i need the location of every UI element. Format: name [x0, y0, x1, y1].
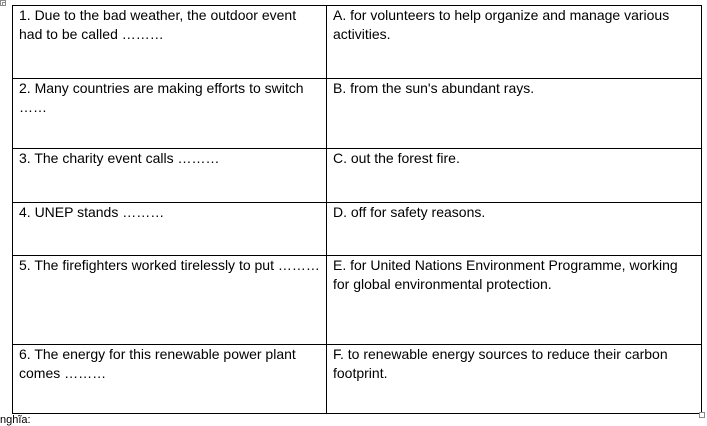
table-row	[13, 6, 702, 79]
resize-handle-top-left-icon[interactable]	[0, 0, 6, 6]
sentence-start-3: 3. The charity event calls ………	[19, 150, 220, 166]
resize-handle-bottom-right-icon[interactable]	[699, 412, 705, 418]
table-row	[13, 345, 702, 414]
sentence-end-cell	[327, 79, 702, 149]
sentence-start-cell	[13, 149, 327, 203]
sentence-start-4: 4. UNEP stands ………	[19, 204, 165, 220]
table-row	[13, 79, 702, 149]
cut-off-footer-text: nghĩa:	[0, 414, 31, 426]
sentence-start-cell	[13, 345, 327, 414]
sentence-end-d: D. off for safety reasons.	[333, 204, 486, 220]
matching-table	[12, 5, 702, 414]
sentence-start-cell	[13, 6, 327, 79]
sentence-end-cell	[327, 6, 702, 79]
sentence-start-cell	[13, 256, 327, 345]
sentence-start-5: 5. The firefighters worked tirelessly to put ………	[19, 257, 320, 273]
sentence-end-c: C. out the forest fire.	[333, 150, 460, 166]
sentence-end-cell	[327, 345, 702, 414]
sentence-start-cell	[13, 79, 327, 149]
sentence-start-1: 1. Due to the bad weather, the outdoor event had to be called ………	[19, 7, 297, 42]
sentence-end-f: F. to renewable energy sources to reduce their carbon footprint.	[333, 346, 668, 381]
sentence-start-2: 2. Many countries are making efforts to switch ……	[19, 80, 304, 115]
sentence-end-cell	[327, 203, 702, 256]
table-row	[13, 256, 702, 345]
table-row	[13, 149, 702, 203]
sentence-end-a: A. for volunteers to help organize and manage various activities.	[333, 7, 670, 42]
table-row	[13, 203, 702, 256]
sentence-end-e: E. for United Nations Environment Programme, working for global environmental protection.	[333, 257, 678, 292]
sentence-end-cell	[327, 149, 702, 203]
sentence-start-6: 6. The energy for this renewable power plant comes ………	[19, 346, 296, 381]
sentence-start-cell	[13, 203, 327, 256]
sentence-end-b: B. from the sun's abundant rays.	[333, 80, 535, 96]
sentence-end-cell	[327, 256, 702, 345]
